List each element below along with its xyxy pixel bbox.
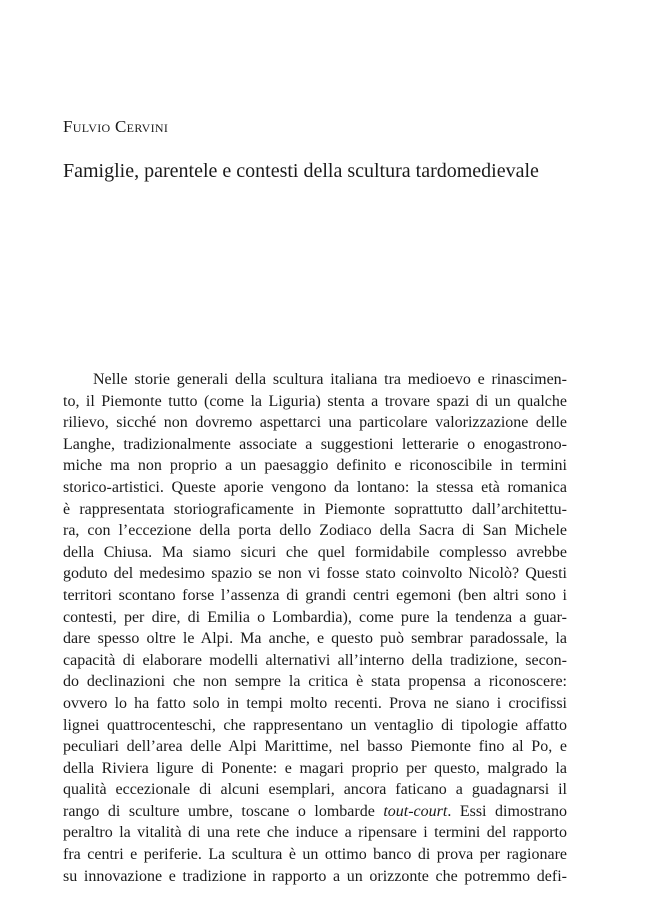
body-line: Nelle storie generali della scultura italiana tra medioevo e rinascimen-: [93, 371, 567, 388]
body-line: ovvero lo ha fatto solo in tempi molto recenti. Prova ne siano i crocifissi: [63, 694, 567, 712]
body-line-with-italic: [63, 801, 567, 823]
body-line: qualità eccezionale di alcuni esemplari, ancora faticano a guadagnarsi il: [63, 781, 567, 799]
author-last-name: Cervini: [115, 117, 169, 136]
body-line: peraltro la vitalità di una rete che induce a ripensare i termini del rapporto: [63, 824, 567, 842]
body-line: storico-artistici. Queste aporie vengono da lontano: la stessa età romanica: [63, 478, 567, 496]
author-first-name: Fulvio: [63, 117, 111, 136]
body-line: Langhe, tradizionalmente associate a suggestioni letterarie o enogastrono-: [63, 435, 567, 453]
body-line: rilievo, sicché non dovremo aspettarci una particolare valorizzazione delle: [63, 414, 567, 432]
body-line: dare spesso oltre le Alpi. Ma anche, e questo può sembrar paradossale, la: [63, 630, 567, 648]
author-name: [63, 117, 168, 137]
body-line: su innovazione e tradizione in rapporto a un orizzonte che potremmo defi-: [63, 867, 567, 885]
body-line: fra centri e periferie. La scultura è un ottimo banco di prova per ragionare: [63, 846, 567, 864]
body-text-segment: . Essi dimostrano: [447, 802, 567, 820]
body-line: ra, con l’eccezione della porta dello Zodiaco della Sacra di San Michele: [63, 522, 567, 540]
body-line: è rappresentata storiograficamente in Piemonte soprattutto dall’architettu-: [63, 500, 567, 518]
chapter-title: Famiglie, parentele e contesti della scultura tardomedievale: [63, 160, 539, 182]
body-line: miche ma non proprio a un paesaggio definito e riconoscibile in termini: [63, 457, 567, 475]
body-line: contesti, per dire, di Emilia o Lombardia), come pure la tendenza a guar-: [63, 608, 567, 626]
italic-term: tout-court: [383, 802, 448, 820]
body-line: territori scontano forse l’assenza di grandi centri egemoni (ben altri sono i: [63, 586, 567, 604]
body-line: to, il Piemonte tutto (come la Liguria) stenta a trovare spazi di un qualche: [63, 392, 567, 410]
body-line: della Riviera ligure di Ponente: e magari proprio per questo, malgrado la: [63, 759, 567, 777]
body-line: do declinazioni che non sempre la critica è stata propensa a riconoscere:: [63, 673, 567, 691]
body-paragraph: [63, 369, 567, 887]
body-line: goduto del medesimo spazio se non vi fosse stato coinvolto Nicolò? Questi: [63, 565, 567, 583]
body-line: peculiari dell’area delle Alpi Marittime, nel basso Piemonte fino al Po, e: [63, 738, 567, 756]
body-line: della Chiusa. Ma siamo sicuri che quel formidabile complesso avrebbe: [63, 543, 567, 561]
body-line: lignei quattrocenteschi, che rappresentano un ventaglio di tipologie affatto: [63, 716, 567, 734]
body-text-segment: rango di sculture umbre, toscane o lombarde: [63, 802, 384, 820]
body-line: capacità di elaborare modelli alternativi all’interno della tradizione, secon-: [63, 651, 567, 669]
